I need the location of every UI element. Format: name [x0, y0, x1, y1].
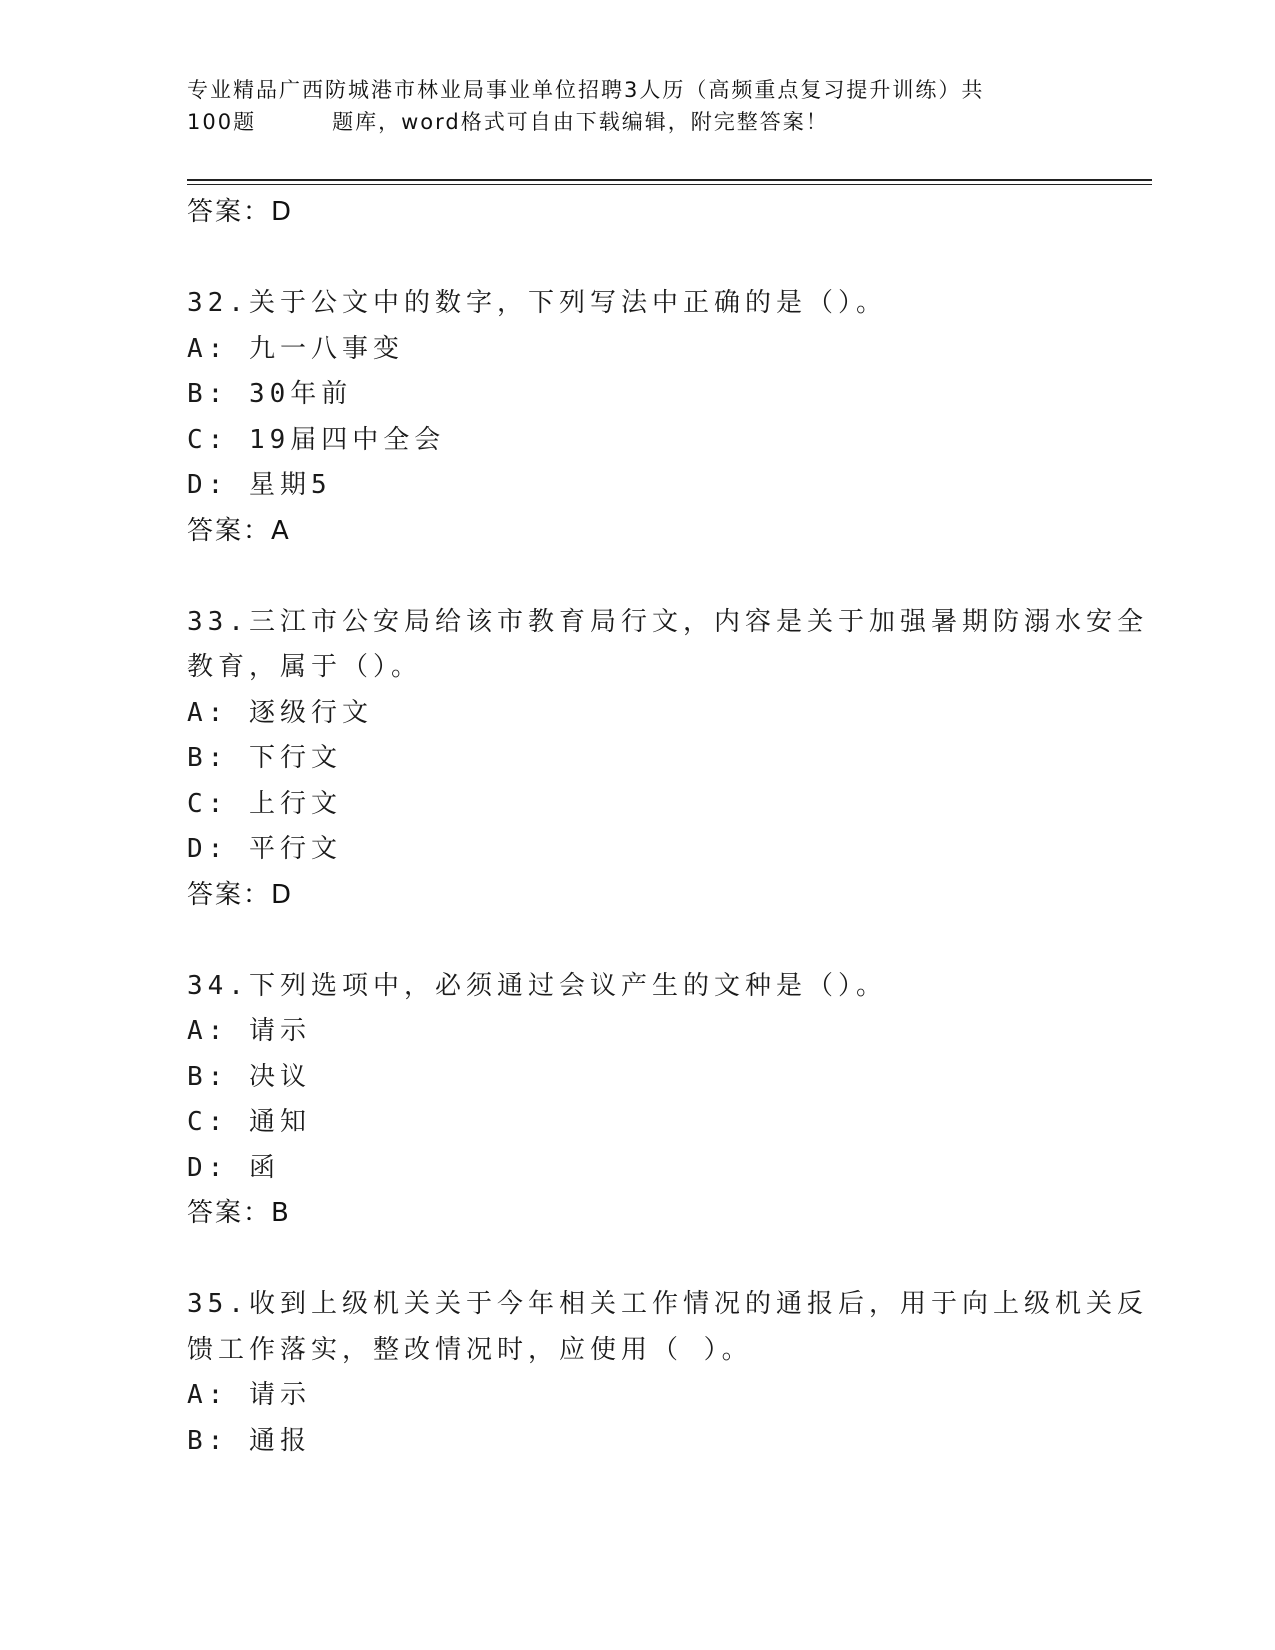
header-title-line: 专业精品广西防城港市林业局事业单位招聘3人历（高频重点复习提升训练）共 — [187, 78, 985, 102]
header-divider-thick — [187, 179, 1152, 181]
option-a: A: 请示 — [187, 1016, 311, 1046]
previous-answer: 答案：D — [187, 197, 294, 227]
answer-line: 答案：D — [187, 879, 294, 910]
option-a: A: 逐级行文 — [187, 697, 373, 728]
question-stem-continued: 教育，属于（）。 — [187, 652, 423, 682]
option-b: B: 通报 — [187, 1425, 311, 1456]
option-d: D: 平行文 — [187, 834, 342, 864]
question-stem-continued: 馈工作落实，整改情况时，应使用（ ）。 — [187, 1334, 753, 1365]
question-stem: 32.关于公文中的数字，下列写法中正确的是（）。 — [187, 288, 887, 318]
option-c: C: 上行文 — [187, 788, 342, 819]
option-a: A: 请示 — [187, 1380, 311, 1410]
question-35 — [187, 1282, 1148, 1464]
option-b: B: 下行文 — [187, 743, 342, 773]
question-33 — [187, 600, 1148, 919]
option-b: B: 30年前 — [187, 379, 353, 409]
option-d: D: 星期5 — [187, 470, 332, 500]
question-list — [187, 190, 1148, 1464]
header-divider-thin — [187, 184, 1152, 185]
option-c: C: 19届四中全会 — [187, 424, 446, 455]
question-stem: 35.收到上级机关关于今年相关工作情况的通报后，用于向上级机关反 — [187, 1289, 1148, 1319]
option-d: D: 函 — [187, 1152, 280, 1183]
header-subtitle-line — [187, 106, 1087, 138]
header-question-count: 100题 — [187, 110, 257, 134]
page-header — [187, 74, 1087, 138]
question-stem: 33.三江市公安局给该市教育局行文，内容是关于加强暑期防溺水安全 — [187, 606, 1148, 637]
answer-line: 答案：A — [187, 515, 291, 546]
header-description: 题库，word格式可自由下载编辑，附完整答案！ — [332, 110, 829, 134]
option-c: C: 通知 — [187, 1107, 311, 1137]
question-32 — [187, 281, 1087, 554]
answer-line: 答案：B — [187, 1198, 291, 1228]
option-a: A: 九一八事变 — [187, 333, 404, 364]
question-34 — [187, 964, 1087, 1237]
option-b: B: 决议 — [187, 1061, 311, 1092]
question-stem: 34.下列选项中，必须通过会议产生的文种是（）。 — [187, 970, 887, 1001]
